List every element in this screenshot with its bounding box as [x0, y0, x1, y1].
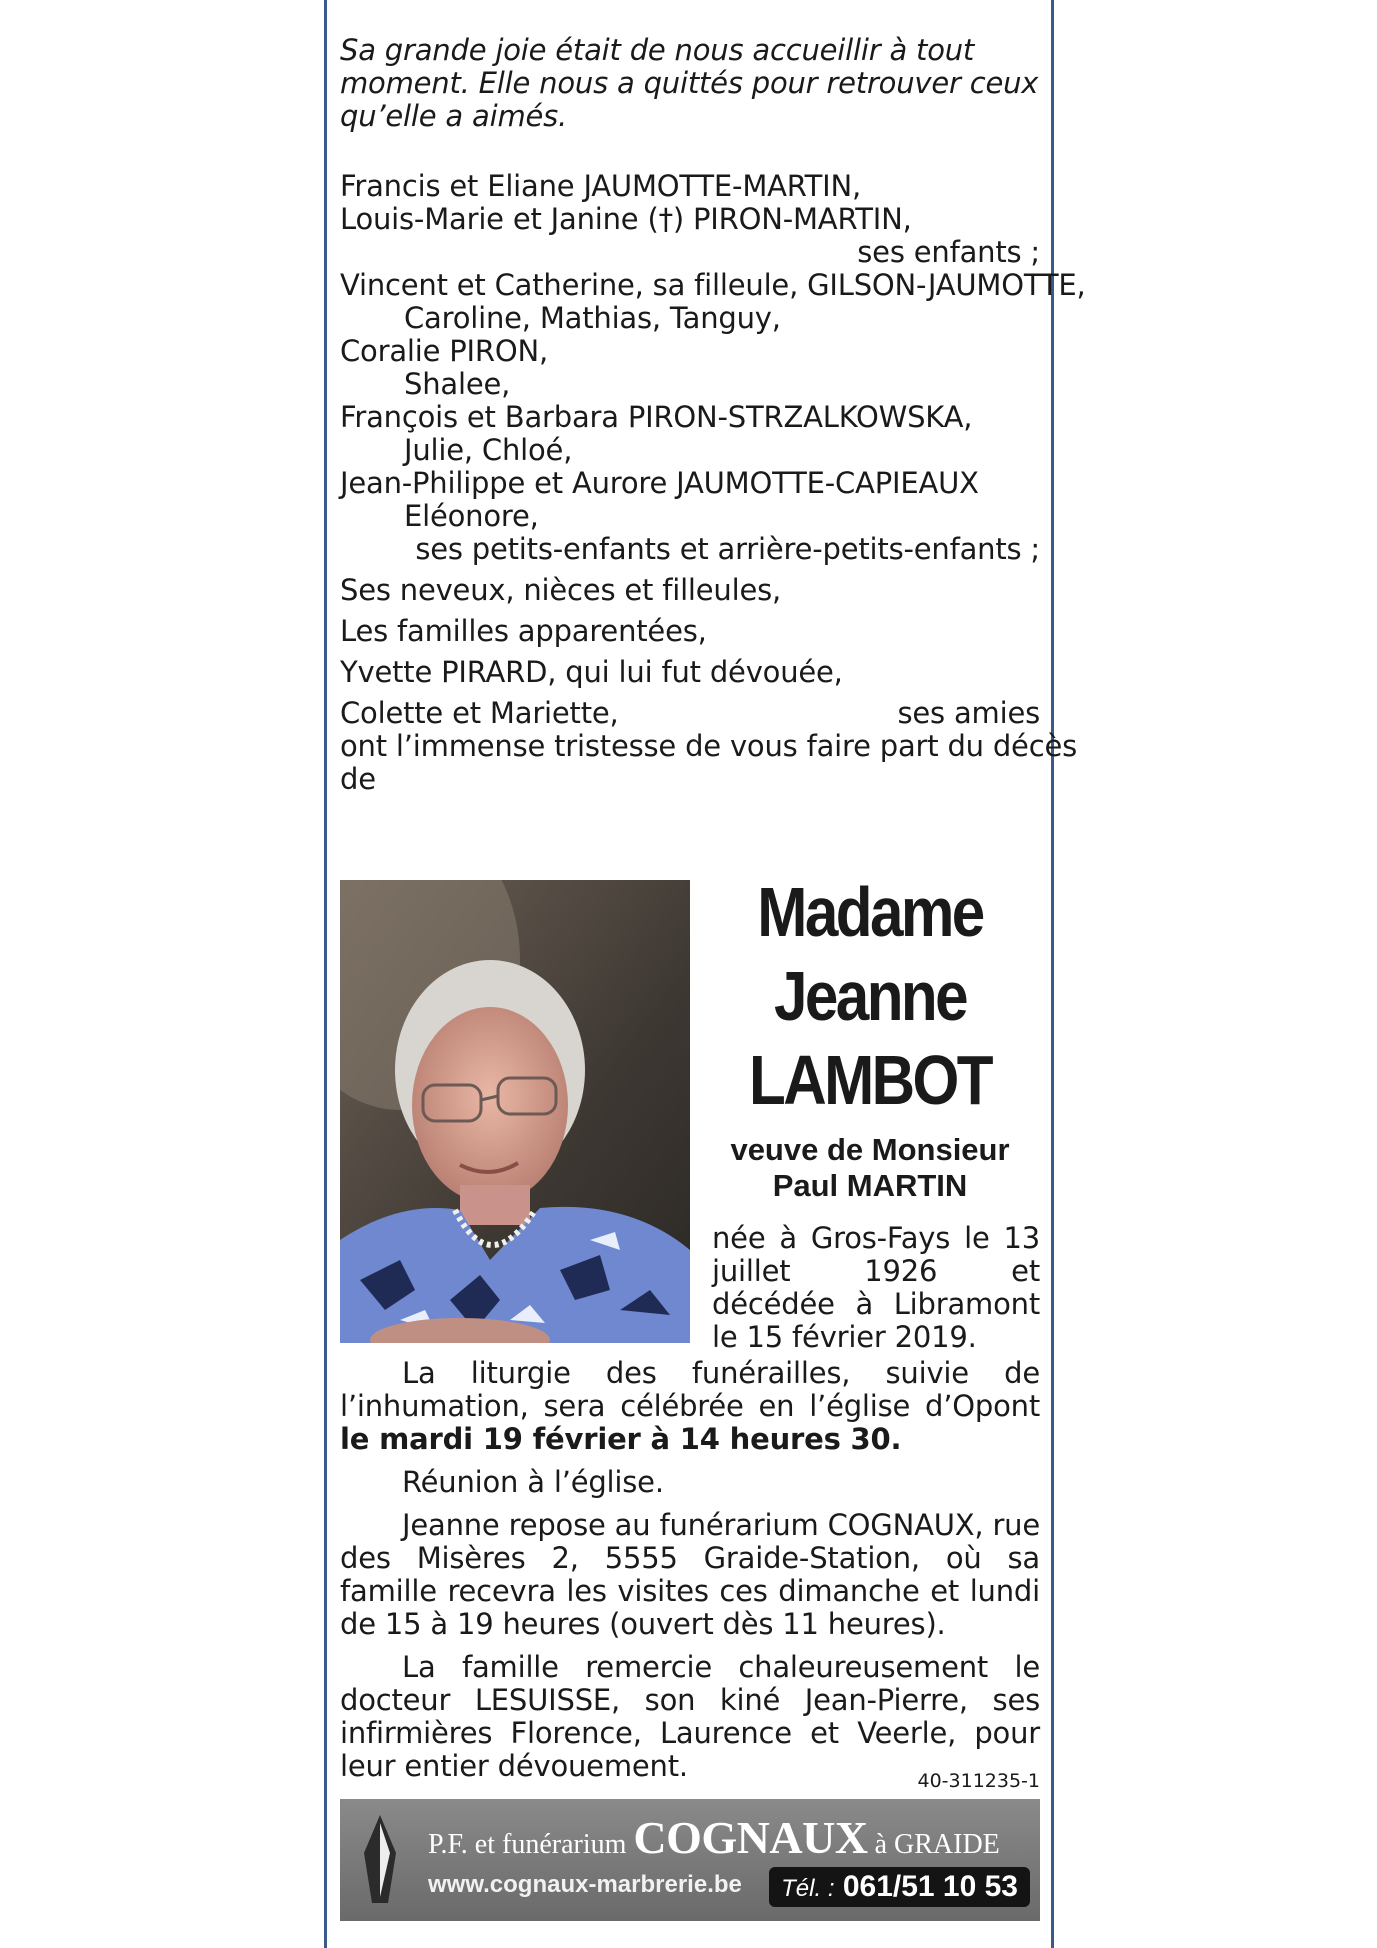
deceased-name: [700, 870, 1040, 1204]
birth-death-paragraph: née à Gros-Fays le 13 juillet 1926 et décédée à Libramont le 15 février 2019.: [712, 1221, 1040, 1354]
relation-label: ses amies: [897, 696, 1040, 730]
family-line: Ses neveux, nièces et filleules,: [340, 573, 782, 607]
banner-title: [428, 1811, 1000, 1864]
liturgy-text: La liturgie des funérailles, suivie de l’inhumation, sera célébrée en l’église d’Opont: [340, 1356, 1040, 1423]
family-list: [340, 169, 1086, 796]
name-first: Jeanne: [774, 957, 966, 1035]
name-title: Madame: [757, 873, 983, 951]
relation-label: ses enfants ;: [857, 235, 1040, 269]
widow-line: veuve de Monsieur: [730, 1132, 1010, 1167]
widow-line: Paul MARTIN: [772, 1168, 968, 1203]
funeral-home-banner: [340, 1799, 1040, 1921]
banner-post: à GRAIDE: [867, 1829, 1000, 1860]
intro-line: moment. Elle nous a quittés pour retrouver ceux: [340, 66, 1039, 100]
intro-line: qu’elle a aimés.: [340, 99, 568, 133]
family-line: François et Barbara PIRON-STRZALKOWSKA,: [340, 400, 973, 434]
family-line: Eléonore,: [404, 499, 539, 533]
friends-names: Colette et Mariette,: [340, 696, 619, 730]
ceremony-text: [340, 1357, 1040, 1783]
thanks-paragraph: La famille remercie chaleureusement le docteur LESUISSE, son kiné Jean-Pierre, ses infirmières Florence, Laurence et Veerle, pour leur entier dévouement.: [340, 1650, 1040, 1783]
banner-brand: COGNAUX: [633, 1812, 868, 1863]
family-line: Julie, Chloé,: [404, 433, 573, 467]
family-line: Vincent et Catherine, sa filleule, GILSON-JAUMOTTE,: [340, 268, 1086, 302]
family-line: Jean-Philippe et Aurore JAUMOTTE-CAPIEAUX: [340, 466, 979, 500]
announce-line: ont l’immense tristesse de vous faire part du décès: [340, 729, 1077, 763]
name-last: LAMBOT: [748, 1041, 991, 1119]
family-line: Les familles apparentées,: [340, 614, 707, 648]
funeral-home-paragraph: Jeanne repose au funérarium COGNAUX, rue des Misères 2, 5555 Graide-Station, où sa famille recevra les visites ces dimanche et lundi de 15 à 19 heures (ouvert dès 11 heures).: [340, 1508, 1040, 1641]
announce-line: de: [340, 762, 376, 796]
banner-pre: P.F. et funérarium: [428, 1829, 634, 1860]
phone-number: 061/51 10 53: [842, 1870, 1018, 1903]
portrait-photo: [340, 880, 690, 1343]
family-line: Louis-Marie et Janine (†) PIRON-MARTIN,: [340, 202, 912, 236]
reference-number: 40-311235-1: [917, 1770, 1040, 1792]
friends-line: [340, 697, 1040, 730]
family-line: Shalee,: [404, 367, 511, 401]
family-line: Francis et Eliane JAUMOTTE-MARTIN,: [340, 169, 861, 203]
liturgy-date: le mardi 19 février à 14 heures 30.: [340, 1422, 902, 1456]
family-line: Coralie PIRON,: [340, 334, 548, 368]
intro-line: Sa grande joie était de nous accueillir à tout: [340, 33, 975, 67]
relation-label: ses petits-enfants et arrière-petits-enfants ;: [415, 532, 1040, 566]
intro-text: [340, 34, 1040, 133]
phone-badge[interactable]: [769, 1867, 1030, 1907]
family-line: Yvette PIRARD, qui lui fut dévouée,: [340, 655, 843, 689]
urn-icon: [358, 1813, 402, 1909]
phone-label: Tél. :: [781, 1875, 835, 1902]
meeting-paragraph: Réunion à l’église.: [402, 1465, 664, 1499]
website-link[interactable]: www.cognaux-marbrerie.be: [428, 1871, 742, 1898]
family-line: Caroline, Mathias, Tanguy,: [404, 301, 781, 335]
birth-death-text: [712, 1222, 1040, 1354]
liturgy-paragraph: [340, 1357, 1040, 1456]
